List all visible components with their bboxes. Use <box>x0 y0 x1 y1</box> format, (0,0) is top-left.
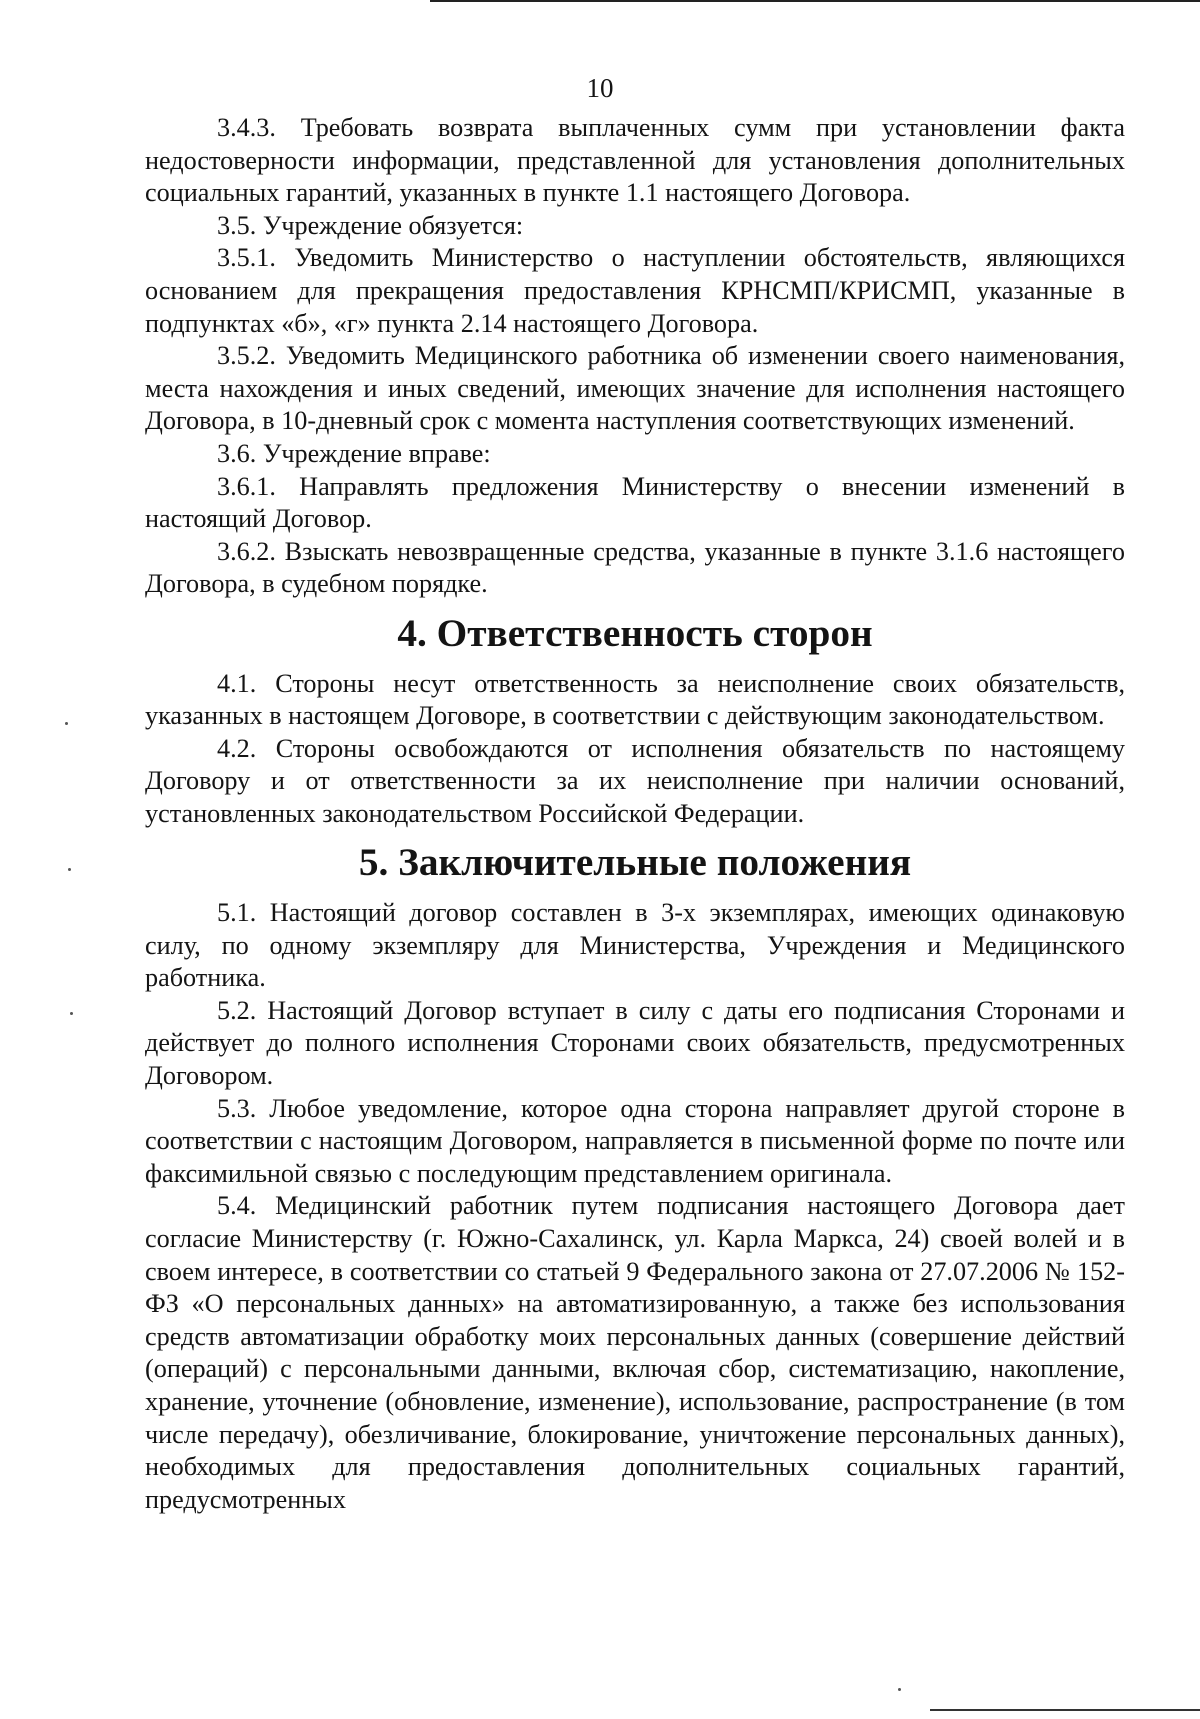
scan-speck <box>68 868 71 871</box>
scan-speck <box>898 1688 901 1691</box>
clause-4-2: 4.2. Стороны освобождаются от исполнения обязательств по настоящему Договору и от ответственности за их неисполнение при наличии оснований, установленных законодательством Российской Федерации. <box>145 733 1125 828</box>
section-5-heading: 5. Заключительные положения <box>358 840 912 885</box>
clause-3-5-2: 3.5.2. Уведомить Медицинского работника об изменении своего наименования, места нахождения и иных сведений, имеющих значение для исполнения настоящего Договора, в 10-дневный срок с момента наступления соответствующих изменений. <box>145 341 1125 436</box>
clause-4-1: 4.1. Стороны несут ответственность за неисполнение своих обязательств, указанных в настоящем Договоре, в соответствии с действующим законодательством. <box>145 668 1125 731</box>
clause-3-5: 3.5. Учреждение обязуется: <box>217 210 524 240</box>
clause-5-4: 5.4. Медицинский работник путем подписания настоящего Договора дает согласие Министерству (г. Южно-Сахалинск, ул. Карла Маркса, 24) своей волей и в своем интересе, в соответствии со статьей 9 Федерального закона от 27.07.2006 № 152-ФЗ «О персональных данных» на автоматизированную, а также без использования средств автоматизации обработку моих персональных данных (совершение действий (операций) с персональными данными, включая сбор, систематизацию, накопление, хранение, уточнение (обновление, изменение), использование, распространение (в том числе передачу), обезличивание, блокирование, уничтожение персональных данных), необходимых для предоставления дополнительных социальных гарантий, предусмотренных <box>145 1191 1125 1514</box>
page-number: 10 <box>586 73 614 103</box>
document-body <box>145 112 1125 1516</box>
clause-3-6-2: 3.6.2. Взыскать невозвращенные средства, указанные в пункте 3.1.6 настоящего Договора, в судебном порядке. <box>145 536 1125 599</box>
scan-speck <box>65 722 68 725</box>
clause-3-5-1: 3.5.1. Уведомить Министерство о наступлении обстоятельств, являющихся основанием для прекращения предоставления КРНСМП/КРИСМП, указанные в подпунктах «б», «г» пункта 2.14 настоящего Договора. <box>145 243 1125 338</box>
scan-bottom-edge-line <box>930 1709 1200 1711</box>
clause-5-2: 5.2. Настоящий Договор вступает в силу с даты его подписания Сторонами и действует до полного исполнения Сторонами своих обязательств, предусмотренных Договором. <box>145 995 1125 1091</box>
clause-3-6-1: 3.6.1. Направлять предложения Министерству о внесении изменений в настоящий Договор. <box>145 471 1125 534</box>
clause-5-1: 5.1. Настоящий договор составлен в 3-х экземплярах, имеющих одинаковую силу, по одному экземпляру для Министерства, Учреждения и Медицинского работника. <box>145 898 1125 993</box>
scan-speck <box>70 1012 73 1015</box>
clause-3-4-3: 3.4.3. Требовать возврата выплаченных сумм при установлении факта недостоверности информации, представленной для установления дополнительных социальных гарантий, указанных в пункте 1.1 настоящего Договора. <box>145 113 1125 208</box>
section-4-heading: 4. Ответственность сторон <box>397 610 873 655</box>
clause-5-3: 5.3. Любое уведомление, которое одна сторона направляет другой стороне в соответствии с настоящим Договором, направляется в письменной форме по почте или факсимильной связью с последующим представлением оригинала. <box>145 1093 1125 1188</box>
clause-3-6: 3.6. Учреждение вправе: <box>217 438 491 468</box>
scan-top-edge-line <box>430 0 1200 2</box>
